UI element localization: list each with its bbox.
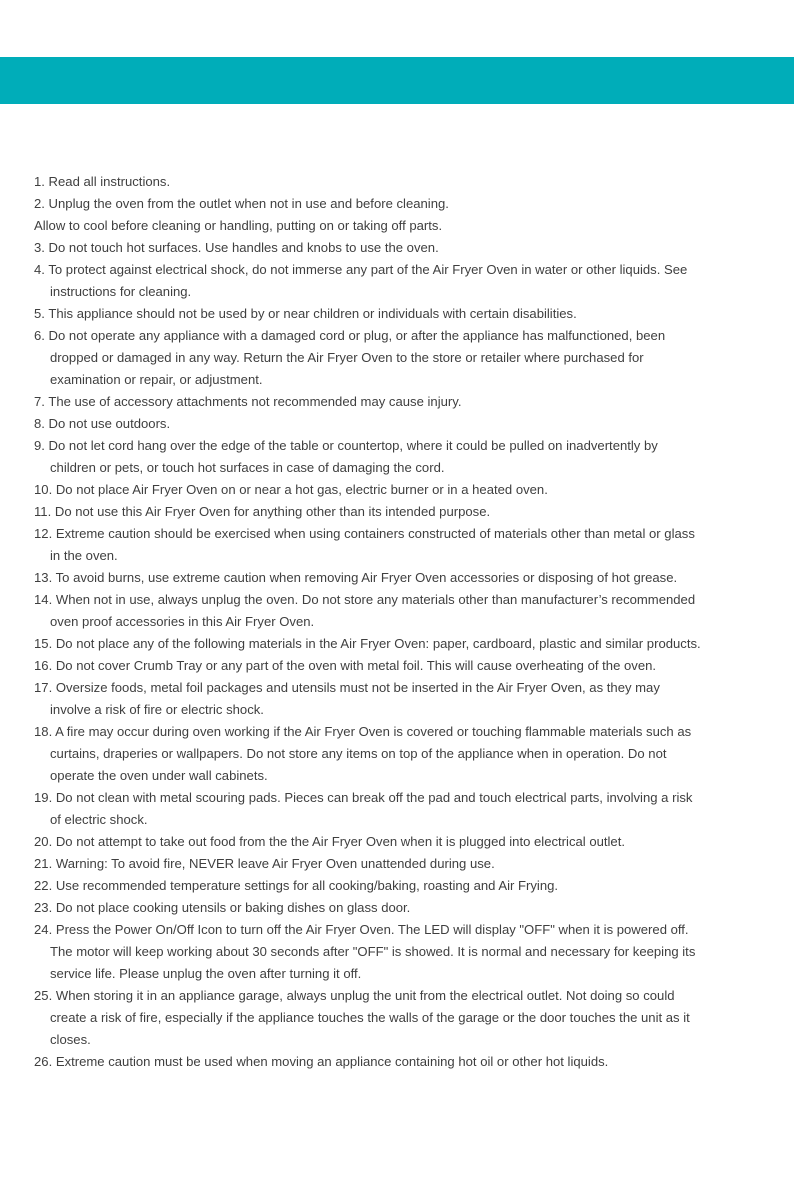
instruction-item	[34, 237, 764, 259]
instruction-continuation: children or pets, or touch hot surfaces in case of damaging the cord.	[50, 460, 445, 475]
instruction-text: 14. When not in use, always unplug the oven. Do not store any materials other than manufacturer’s recommended	[34, 592, 696, 607]
instruction-item	[34, 831, 764, 853]
instruction-continuation: dropped or damaged in any way. Return the Air Fryer Oven to the store or retailer where purchased for	[50, 350, 644, 365]
instruction-text: 8. Do not use outdoors.	[34, 416, 171, 431]
instruction-continuation: involve a risk of fire or electric shock.	[50, 702, 264, 717]
instruction-continuation: closes.	[50, 1032, 91, 1047]
instruction-text: 2. Unplug the oven from the outlet when not in use and before cleaning.	[34, 196, 449, 211]
instruction-text: 6. Do not operate any appliance with a damaged cord or plug, or after the appliance has malfunctioned, been	[34, 328, 666, 343]
instruction-item	[34, 655, 764, 677]
instruction-item	[34, 787, 764, 831]
instruction-continuation: instructions for cleaning.	[50, 284, 192, 299]
instruction-text: 19. Do not clean with metal scouring pads. Pieces can break off the pad and touch electrical parts, involving a risk	[34, 790, 693, 805]
instruction-text: 21. Warning: To avoid fire, NEVER leave Air Fryer Oven unattended during use.	[34, 856, 495, 871]
instruction-text: 18. A fire may occur during oven working if the Air Fryer Oven is covered or touching flammable materials such as	[34, 724, 692, 739]
instruction-continuation: curtains, draperies or wallpapers. Do not store any items on top of the appliance when in operation. Do not	[50, 746, 667, 761]
instruction-continuation: create a risk of fire, especially if the appliance touches the walls of the garage or the door touches the unit as it	[50, 1010, 690, 1025]
instruction-text: 23. Do not place cooking utensils or baking dishes on glass door.	[34, 900, 411, 915]
instruction-text: Allow to cool before cleaning or handling, putting on or taking off parts.	[34, 218, 443, 233]
instruction-continuation: The motor will keep working about 30 seconds after "OFF" is showed. It is normal and necessary for keeping its	[50, 944, 696, 959]
instruction-continuation: of electric shock.	[50, 812, 148, 827]
instruction-text: 17. Oversize foods, metal foil packages and utensils must not be inserted in the Air Fryer Oven, as they may	[34, 680, 660, 695]
instruction-item	[34, 589, 764, 633]
instruction-continuation: operate the oven under wall cabinets.	[50, 768, 268, 783]
instruction-item	[34, 853, 764, 875]
instruction-text: 4. To protect against electrical shock, do not immerse any part of the Air Fryer Oven in water or other liquids. See	[34, 262, 688, 277]
instruction-item	[34, 1051, 764, 1073]
instruction-item	[34, 435, 764, 479]
instruction-text: 11. Do not use this Air Fryer Oven for anything other than its intended purpose.	[34, 504, 491, 519]
instruction-text: 15. Do not place any of the following materials in the Air Fryer Oven: paper, cardboard, plastic and similar products.	[34, 636, 701, 651]
safety-instructions-list	[34, 171, 764, 1073]
instruction-item	[34, 391, 764, 413]
instruction-continuation: examination or repair, or adjustment.	[50, 372, 263, 387]
instruction-text: 5. This appliance should not be used by or near children or individuals with certain disabilities.	[34, 306, 577, 321]
instruction-item	[34, 677, 764, 721]
instruction-item	[34, 171, 764, 193]
instruction-text: 7. The use of accessory attachments not recommended may cause injury.	[34, 394, 462, 409]
instruction-item	[34, 985, 764, 1051]
instruction-text: 13. To avoid burns, use extreme caution when removing Air Fryer Oven accessories or disposing of hot grease.	[34, 570, 678, 585]
instruction-item	[34, 523, 764, 567]
instruction-item	[34, 501, 764, 523]
instruction-item	[34, 633, 764, 655]
instruction-continuation: service life. Please unplug the oven after turning it off.	[50, 966, 362, 981]
instruction-text: 24. Press the Power On/Off Icon to turn off the Air Fryer Oven. The LED will display "OFF" when it is powered off.	[34, 922, 689, 937]
instruction-item	[34, 259, 764, 303]
instruction-text: 10. Do not place Air Fryer Oven on or near a hot gas, electric burner or in a heated oven.	[34, 482, 548, 497]
instruction-continuation: oven proof accessories in this Air Fryer Oven.	[50, 614, 315, 629]
instruction-text: 3. Do not touch hot surfaces. Use handles and knobs to use the oven.	[34, 240, 439, 255]
instruction-item	[34, 413, 764, 435]
instruction-item	[34, 303, 764, 325]
instruction-item	[34, 325, 764, 391]
instruction-item	[34, 479, 764, 501]
instruction-text: 20. Do not attempt to take out food from the the Air Fryer Oven when it is plugged into electrical outlet.	[34, 834, 625, 849]
instruction-item	[34, 193, 764, 215]
instruction-text: 1. Read all instructions.	[34, 174, 171, 189]
instruction-text: 12. Extreme caution should be exercised when using containers constructed of materials other than metal or glass	[34, 526, 695, 541]
header-band	[0, 57, 794, 104]
instruction-text: 16. Do not cover Crumb Tray or any part of the oven with metal foil. This will cause overheating of the oven.	[34, 658, 657, 673]
instruction-item	[34, 721, 764, 787]
instruction-item	[34, 919, 764, 985]
instruction-text: 22. Use recommended temperature settings for all cooking/baking, roasting and Air Frying.	[34, 878, 559, 893]
instruction-item	[34, 215, 764, 237]
instruction-text: 26. Extreme caution must be used when moving an appliance containing hot oil or other hot liquids.	[34, 1054, 609, 1069]
instruction-text: 9. Do not let cord hang over the edge of the table or countertop, where it could be pulled on inadvertently by	[34, 438, 658, 453]
instruction-continuation: in the oven.	[50, 548, 118, 563]
instruction-text: 25. When storing it in an appliance garage, always unplug the unit from the electrical outlet. Not doing so could	[34, 988, 675, 1003]
instruction-item	[34, 897, 764, 919]
instruction-item	[34, 875, 764, 897]
instruction-item	[34, 567, 764, 589]
